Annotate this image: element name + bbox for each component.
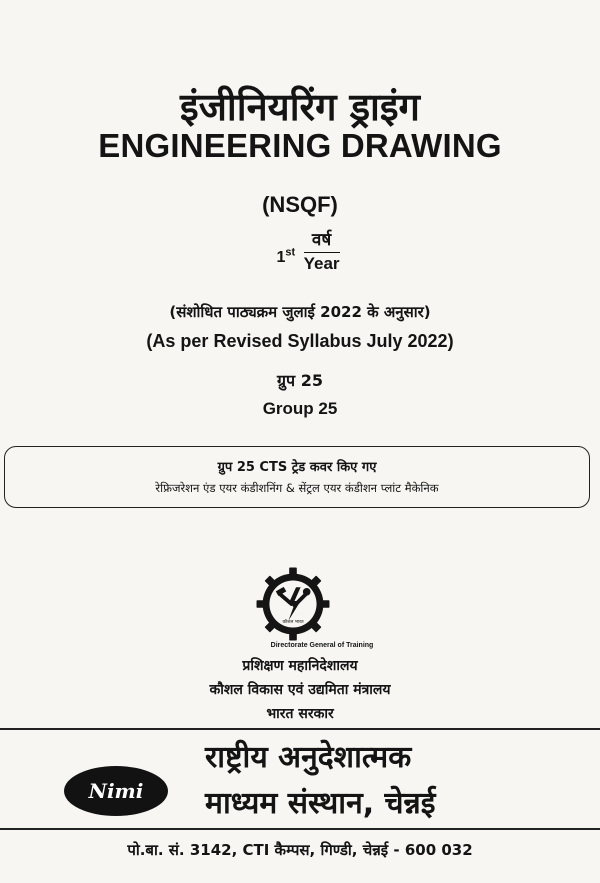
revision-note-english: (As per Revised Syllabus July 2022) — [146, 331, 454, 351]
divider-top — [0, 728, 600, 730]
group-label-hindi: ग्रुप 25 — [277, 371, 323, 390]
year-ordinal: 1st — [276, 247, 296, 267]
trades-covered-box — [4, 446, 590, 508]
title-hindi: इंजीनियरिंग ड्राइंग — [180, 85, 420, 129]
year-block — [0, 229, 600, 281]
nimi-logo: Nimi — [64, 766, 168, 816]
year-label-hindi: वर्ष — [304, 229, 340, 253]
emblem-inner-text: कौशल भारत — [282, 620, 304, 625]
org-directorate: प्रशिक्षण महानिदेशालय — [242, 658, 358, 674]
publisher-name-line2: माध्यम संस्थान, चेन्नई — [205, 786, 436, 821]
trades-covered-list: रेफ्रिजरेशन एंड एयर कंडीशनिंग & सेंट्रल एयर कंडीशन प्लांट मैकेनिक — [155, 481, 439, 495]
org-government: भारत सरकार — [266, 706, 334, 722]
group-label-english: Group 25 — [262, 399, 338, 418]
year-label-english: Year — [303, 254, 340, 273]
publisher-address: पो.बा. सं. 3142, CTI कैम्पस, गिण्डी, चेन्नई - 600 032 — [127, 841, 473, 859]
trades-covered-title: ग्रुप 25 CTS ट्रेड कवर किए गए — [217, 460, 377, 475]
revision-note-hindi: (संशोधित पाठ्यक्रम जुलाई 2022 के अनुसार) — [169, 303, 431, 321]
title-english: ENGINEERING DRAWING — [98, 127, 502, 164]
dgt-emblem-icon — [255, 566, 331, 642]
publisher-name-line1: राष्ट्रीय अनुदेशात्मक — [205, 740, 412, 775]
emblem-caption: Directorate General of Training — [270, 642, 374, 649]
year-label — [304, 229, 340, 275]
divider-bottom — [0, 828, 600, 830]
scheme-label: (NSQF) — [262, 192, 338, 217]
org-ministry: कौशल विकास एवं उद्यमिता मंत्रालय — [209, 682, 391, 698]
